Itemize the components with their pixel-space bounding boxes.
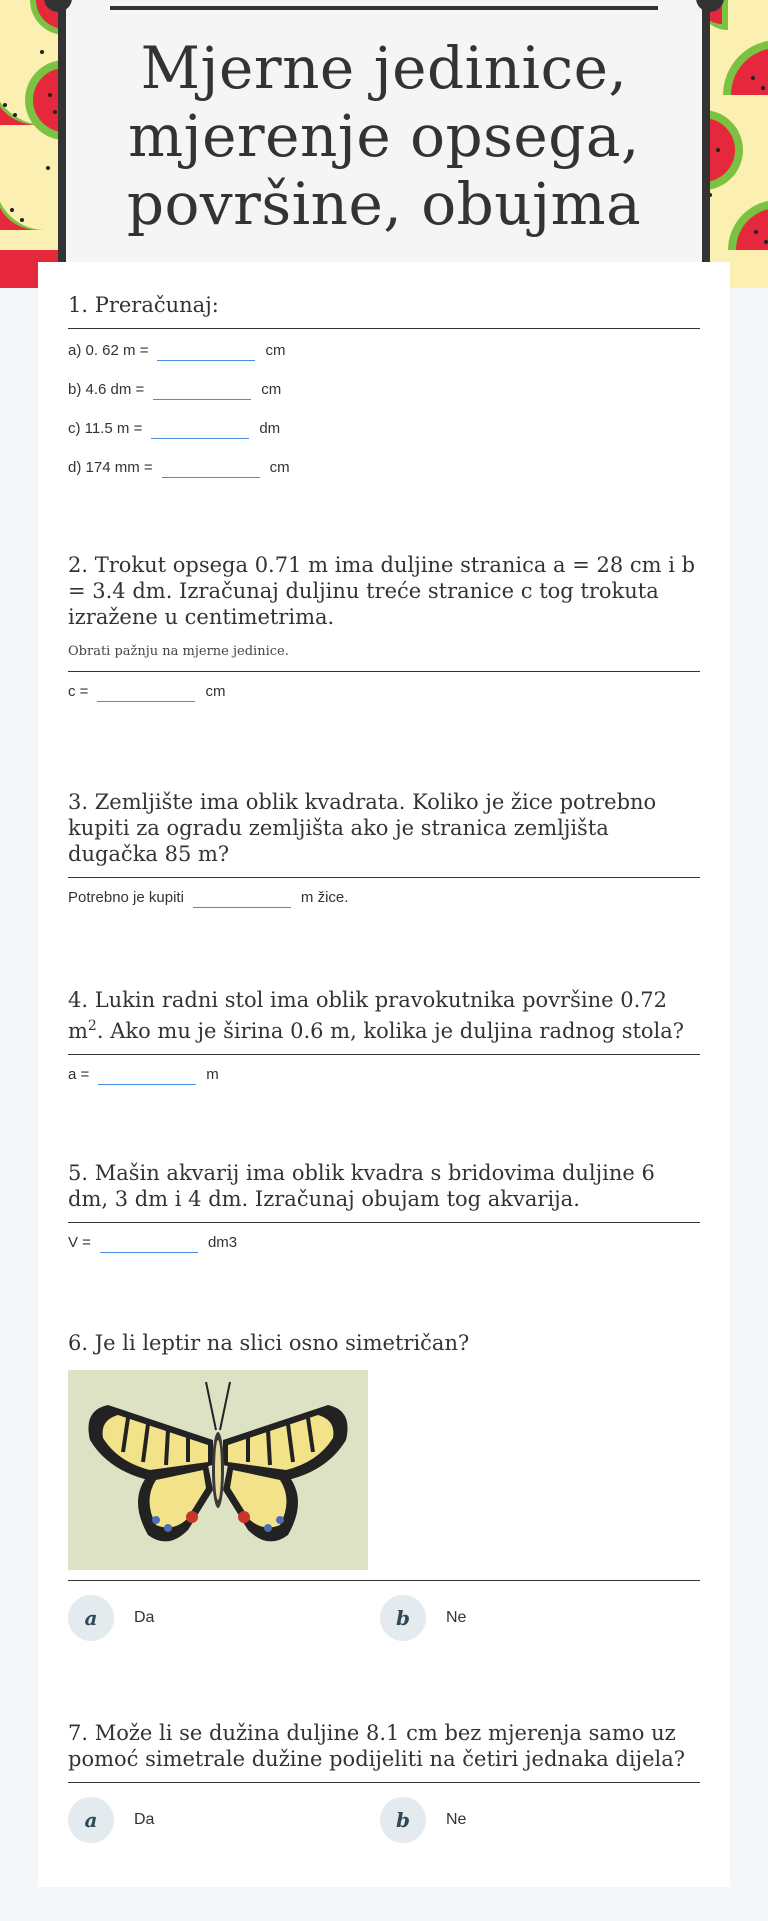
header-banner	[0, 0, 768, 288]
question-2	[68, 552, 700, 711]
butterfly-image	[68, 1370, 368, 1570]
question-4	[68, 987, 700, 1094]
unit-label: dm3	[207, 1234, 238, 1251]
option-a[interactable]	[68, 1797, 380, 1843]
question-text: 7. Može li se dužina duljine 8.1 cm bez mjerenja samo uz pomoć simetrale dužine podijeliti na četiri jednaka dijela?	[68, 1721, 685, 1771]
answer-row	[68, 448, 700, 487]
answer-row	[68, 409, 700, 448]
option-badge: b	[380, 1797, 426, 1843]
answer-blank-input[interactable]	[193, 887, 291, 908]
answer-row	[68, 1055, 700, 1094]
question-text: 5. Mašin akvarij ima oblik kvadra s bridovima duljine 6 dm, 3 dm i 4 dm. Izračunaj obujam tog akvarija.	[68, 1161, 655, 1211]
option-badge: a	[68, 1797, 114, 1843]
question-text: 6. Je li leptir na slici osno simetričan?	[68, 1331, 470, 1355]
unit-label: cm	[265, 342, 286, 359]
answer-label: c =	[68, 683, 89, 700]
answer-label: d) 174 mm =	[68, 459, 153, 476]
unit-label: m	[206, 1066, 219, 1083]
answer-label: Potrebno je kupiti	[68, 889, 184, 906]
unit-label: m žice.	[300, 889, 349, 906]
title-rule	[110, 6, 658, 10]
question-text: 3. Zemljište ima oblik kvadrata. Koliko je žice potrebno kupiti za ogradu zemljišta ako je stranica zemljišta dugačka 85 m?	[68, 790, 657, 866]
option-a[interactable]	[68, 1595, 380, 1641]
worksheet-card	[38, 262, 730, 1887]
unit-label: cm	[205, 683, 226, 700]
answer-blank-input[interactable]	[162, 457, 260, 478]
answer-label: a =	[68, 1066, 90, 1083]
option-b[interactable]	[380, 1797, 692, 1843]
divider	[68, 1580, 700, 1581]
question-3	[68, 789, 700, 917]
answer-row	[68, 878, 700, 917]
divider	[68, 1782, 700, 1783]
title-paper	[58, 0, 710, 288]
answer-row	[68, 672, 700, 711]
question-text: 1. Preračunaj:	[68, 293, 219, 317]
option-label: Ne	[446, 1811, 467, 1828]
answer-blank-input[interactable]	[98, 1064, 196, 1085]
answer-blank-input[interactable]	[100, 1232, 198, 1253]
option-badge: b	[380, 1595, 426, 1641]
answer-blank-input[interactable]	[153, 379, 251, 400]
answer-blank-input[interactable]	[151, 418, 249, 439]
unit-label: cm	[269, 459, 290, 476]
answer-label: V =	[68, 1234, 91, 1251]
unit-label: cm	[261, 381, 282, 398]
question-6	[68, 1330, 700, 1641]
answer-label: a) 0. 62 m =	[68, 342, 149, 359]
answer-row	[68, 370, 700, 409]
unit-label: dm	[259, 420, 281, 437]
question-5	[68, 1160, 700, 1262]
question-1	[68, 292, 700, 487]
answer-options	[68, 1595, 700, 1641]
answer-options	[68, 1797, 700, 1843]
option-label: Ne	[446, 1609, 467, 1626]
page-title: Mjerne jedinice, mjerenje opsega, površine, obujma	[126, 34, 642, 238]
answer-row	[68, 331, 700, 370]
answer-row	[68, 1223, 700, 1262]
option-badge: a	[68, 1595, 114, 1641]
question-text: 2. Trokut opsega 0.71 m ima duljine stranica a = 28 cm i b = 3.4 dm. Izračunaj duljinu treće stranice c tog trokuta izražene u centimetrima.	[68, 553, 696, 629]
divider	[68, 328, 700, 329]
question-text: 4. Lukin radni stol ima oblik pravokutnika površine 0.72 $m^2$. Ako mu je širina 0.6 m, kolika je duljina radnog stola?	[68, 988, 685, 1043]
option-label: Da	[134, 1609, 155, 1626]
answer-label: b) 4.6 dm =	[68, 381, 145, 398]
answer-blank-input[interactable]	[157, 340, 255, 361]
hint-text: Obrati pažnju na mjerne jedinice.	[68, 644, 289, 659]
answer-blank-input[interactable]	[97, 681, 195, 702]
question-7	[68, 1720, 700, 1843]
option-label: Da	[134, 1811, 155, 1828]
answer-label: c) 11.5 m =	[68, 420, 143, 437]
option-b[interactable]	[380, 1595, 692, 1641]
